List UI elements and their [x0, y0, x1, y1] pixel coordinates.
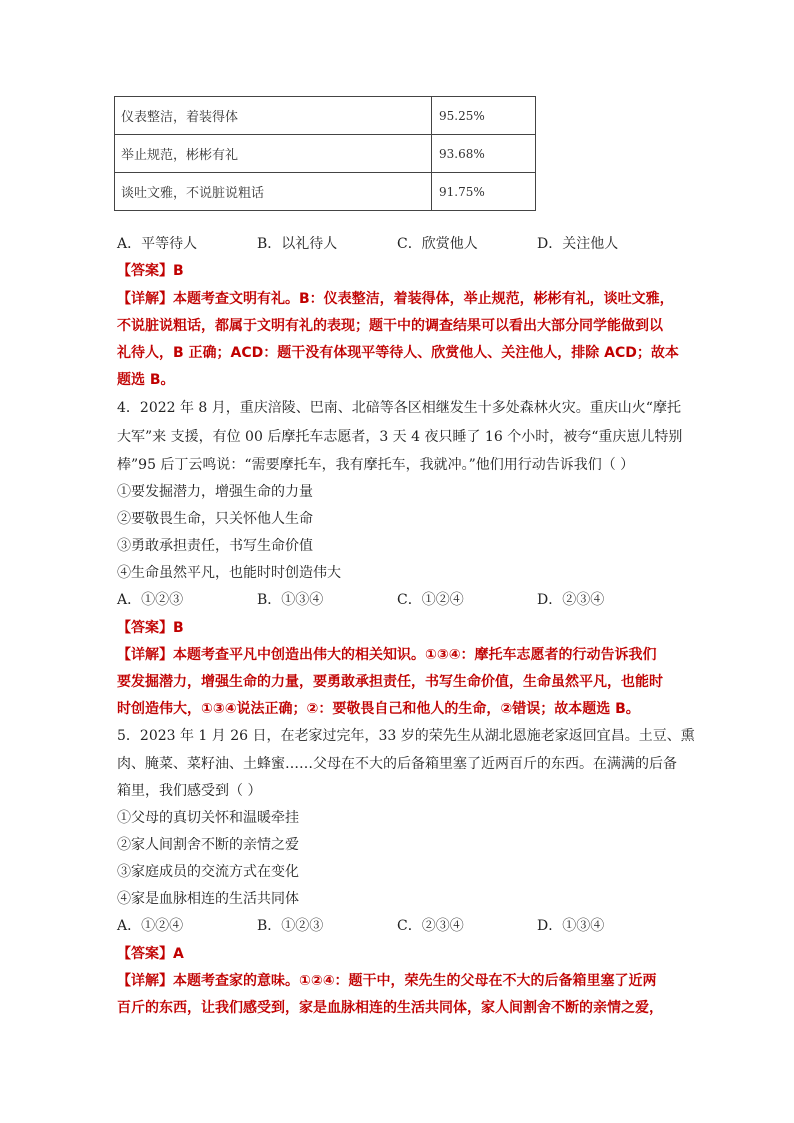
- q4-statement: ②要敬畏生命，只关怀他人生命: [117, 511, 313, 527]
- q4-stem-line: 大军”来 支援，有位 00 后摩托车志愿者，3 天 4 夜只睡了 16 个小时，被夸“重庆崽儿特别: [117, 429, 683, 445]
- q5-analysis-line: 【详解】本题考查家的意味。①②④：题干中，荣先生的父母在不大的后备箱里塞了近两: [117, 973, 657, 989]
- q5-stem-line: 箱里，我们感受到（ ）: [117, 783, 262, 799]
- q3-analysis-line: 礼待人，B 正确；ACD：题干没有体现平等待人、欣赏他人、关注他人，排除 ACD；故本: [117, 345, 679, 361]
- q3-option-a: A．平等待人: [117, 236, 198, 252]
- q4-statement: ③勇敢承担责任，书写生命价值: [117, 538, 313, 554]
- q4-answer: 【答案】B: [117, 620, 184, 636]
- table-row: [115, 135, 536, 173]
- q5-option-b: B．①②③: [257, 918, 324, 934]
- q5-option-d: D．①③④: [537, 918, 605, 934]
- q3-option-b: B．以礼待人: [257, 236, 338, 252]
- q5-answer: 【答案】A: [117, 946, 184, 962]
- behavior-cell: 谈吐文雅，不说脏说粗话: [115, 173, 432, 211]
- q5-stem-line: 肉、腌菜、菜籽油、土蜂蜜……父母在不大的后备箱里塞了近两百斤的东西。在满满的后备: [117, 756, 677, 772]
- q5-statement: ④家是血脉相连的生活共同体: [117, 891, 299, 907]
- q5-analysis-line: 百斤的东西，让我们感受到，家是血脉相连的生活共同体，家人间割舍不断的亲情之爱，: [117, 1000, 663, 1016]
- q4-option-c: C．①②④: [397, 592, 464, 608]
- behavior-cell: 举止规范，彬彬有礼: [115, 135, 432, 173]
- q5-statement: ③家庭成员的交流方式在变化: [117, 864, 299, 880]
- behavior-cell: 仪表整洁，着装得体: [115, 97, 432, 135]
- table-row: [115, 97, 536, 135]
- survey-table: [114, 96, 536, 211]
- q4-option-d: D．②③④: [537, 592, 605, 608]
- q5-statement: ②家人间割舍不断的亲情之爱: [117, 837, 299, 853]
- q4-option-a: A．①②③: [117, 592, 184, 608]
- q3-analysis-line: 不说脏说粗话，都属于文明有礼的表现；题干中的调查结果可以看出大部分同学能做到以: [117, 318, 663, 334]
- percent-cell: 93.68%: [432, 135, 536, 173]
- q3-option-c: C．欣赏他人: [397, 236, 478, 252]
- q4-stem-line: 4．2022 年 8 月，重庆涪陵、巴南、北碚等各区相继发生十多处森林火灾。重庆山火“摩托: [117, 400, 681, 416]
- q4-statement: ①要发掘潜力，增强生命的力量: [117, 484, 313, 500]
- q3-analysis-line: 【详解】本题考查文明有礼。B：仪表整洁，着装得体，举止规范，彬彬有礼，谈吐文雅，: [117, 291, 674, 307]
- q4-analysis-line: 时创造伟大，①③④说法正确；②：要敬畏自己和他人的生命，②错误；故本题选 B。: [117, 701, 640, 717]
- q4-option-b: B．①③④: [257, 592, 324, 608]
- q3-answer: 【答案】B: [117, 263, 184, 279]
- q5-statement: ①父母的真切关怀和温暖牵挂: [117, 810, 299, 826]
- q4-statement: ④生命虽然平凡，也能时时创造伟大: [117, 565, 341, 581]
- percent-cell: 91.75%: [432, 173, 536, 211]
- percent-cell: 95.25%: [432, 97, 536, 135]
- table-row: [115, 173, 536, 211]
- q5-option-a: A．①②④: [117, 918, 184, 934]
- q3-analysis-line: 题选 B。: [117, 372, 175, 388]
- q4-analysis-line: 【详解】本题考查平凡中创造出伟大的相关知识。①③④：摩托车志愿者的行动告诉我们: [117, 647, 657, 663]
- q4-stem-line: 棒”95 后丁云鸣说：“需要摩托车，我有摩托车，我就冲。”他们用行动告诉我们（ ）: [117, 457, 635, 473]
- q5-stem-line: 5．2023 年 1 月 26 日，在老家过完年，33 岁的荣先生从湖北恩施老家返回宜昌。土豆、熏: [117, 728, 695, 744]
- q3-option-d: D．关注他人: [537, 236, 619, 252]
- q5-option-c: C．②③④: [397, 918, 464, 934]
- q4-analysis-line: 要发掘潜力，增强生命的力量，要勇敢承担责任，书写生命价值，生命虽然平凡，也能时: [117, 674, 663, 690]
